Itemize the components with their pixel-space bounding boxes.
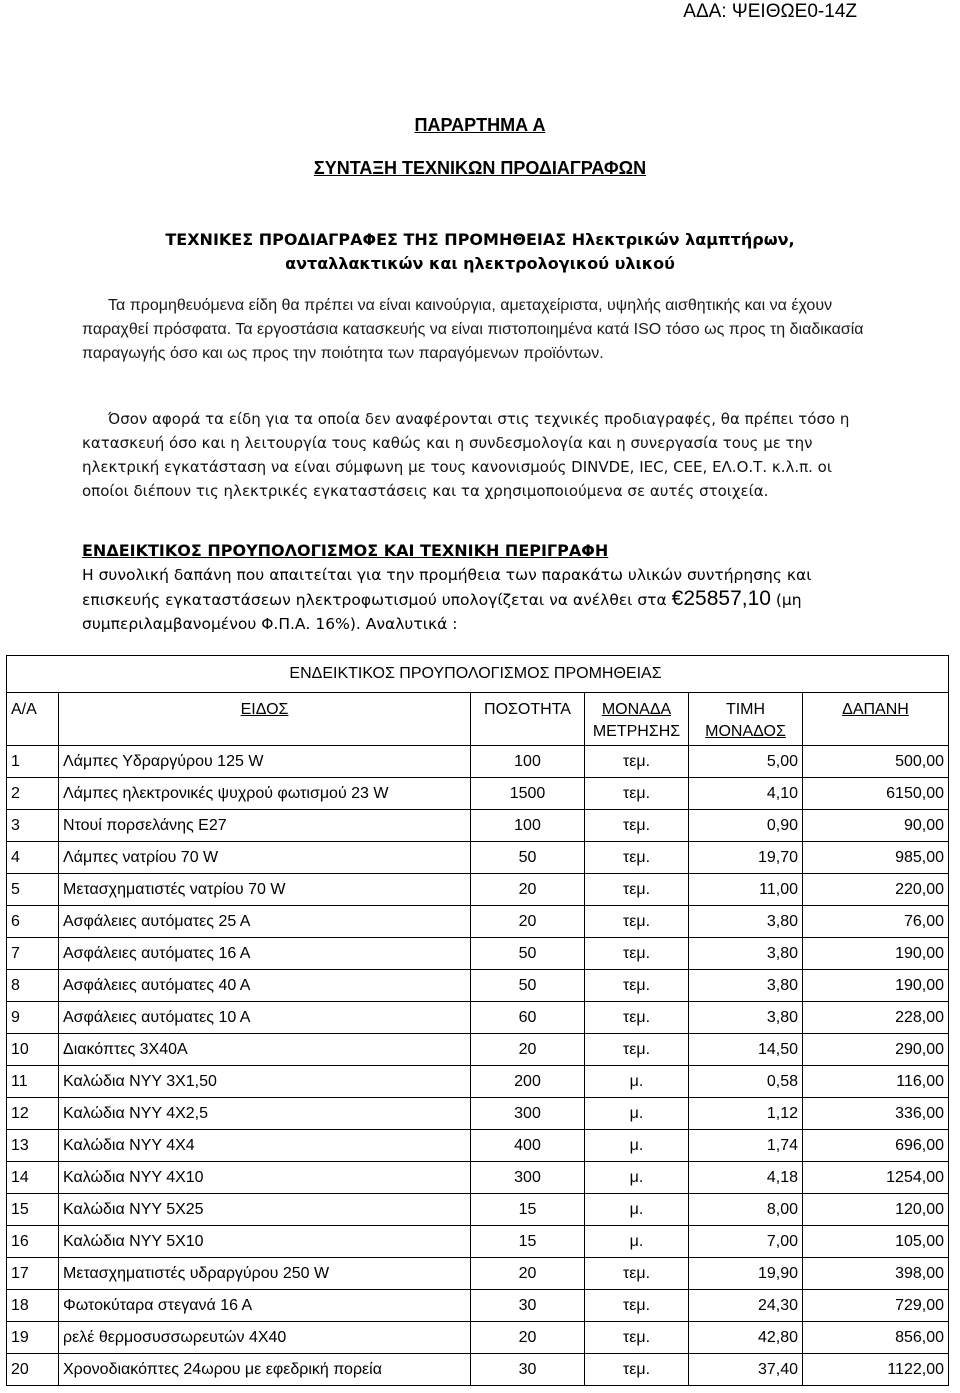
- row-number: 7: [7, 938, 59, 970]
- table-row: [7, 1034, 949, 1066]
- row-quantity: 300: [471, 1098, 585, 1130]
- budget-table: [6, 655, 949, 1386]
- row-number: 18: [7, 1290, 59, 1322]
- row-unit: τεμ.: [585, 778, 689, 810]
- paragraph-requirements: Τα προμηθευόμενα είδη θα πρέπει να είναι καινούργια, αμεταχείριστα, υψηλής αισθητικής και να έχουν παραχθεί πρόσφατα. Τα εργοστάσια κατασκευής να είναι πιστοποιημένα κατά ISO τόσο ως προς τη διαδικασία παραγωγής όσο και ως προς την ποιότητα των παραγόμενων προϊόντων.: [82, 297, 864, 362]
- row-number: 10: [7, 1034, 59, 1066]
- row-unit-price: 3,80: [689, 906, 803, 938]
- row-unit-price: 1,12: [689, 1098, 803, 1130]
- table-row: [7, 1066, 949, 1098]
- row-unit: τεμ.: [585, 1002, 689, 1034]
- row-item: Λάμπες νατρίου 70 W: [59, 842, 471, 874]
- row-unit-price: 19,70: [689, 842, 803, 874]
- table-row: [7, 1130, 949, 1162]
- row-unit-price: 19,90: [689, 1258, 803, 1290]
- row-cost: 1254,00: [803, 1162, 949, 1194]
- row-unit: τεμ.: [585, 746, 689, 778]
- col-header-aa: Α/Α: [7, 693, 59, 746]
- row-number: 1: [7, 746, 59, 778]
- row-quantity: 30: [471, 1290, 585, 1322]
- row-cost: 398,00: [803, 1258, 949, 1290]
- row-item: Μετασχηματιστές υδραργύρου 250 W: [59, 1258, 471, 1290]
- section-heading: [0, 228, 960, 276]
- row-number: 19: [7, 1322, 59, 1354]
- row-unit: μ.: [585, 1130, 689, 1162]
- row-unit: μ.: [585, 1066, 689, 1098]
- budget-text: [82, 563, 882, 636]
- table-row: [7, 1194, 949, 1226]
- table-row: [7, 1226, 949, 1258]
- row-unit: τεμ.: [585, 1354, 689, 1386]
- table-row: [7, 1098, 949, 1130]
- section-heading-line1: ΤΕΧΝΙΚΕΣ ΠΡΟΔΙΑΓΡΑΦΕΣ ΤΗΣ ΠΡΟΜΗΘΕΙΑΣ Ηλεκτρικών λαμπτήρων,: [165, 230, 795, 249]
- col-header-price: ΤΙΜΗ ΜΟΝΑΔΟΣ: [689, 693, 803, 746]
- annex-title: ΠΑΡΑΡΤΗΜΑ Α: [414, 115, 546, 135]
- row-number: 14: [7, 1162, 59, 1194]
- row-cost: 729,00: [803, 1290, 949, 1322]
- row-unit: τεμ.: [585, 938, 689, 970]
- row-unit: μ.: [585, 1194, 689, 1226]
- row-number: 16: [7, 1226, 59, 1258]
- row-cost: 985,00: [803, 842, 949, 874]
- row-unit-price: 5,00: [689, 746, 803, 778]
- row-cost: 290,00: [803, 1034, 949, 1066]
- row-unit-price: 1,74: [689, 1130, 803, 1162]
- row-unit: τεμ.: [585, 1322, 689, 1354]
- budget-heading: ΕΝΔΕΙΚΤΙΚΟΣ ΠΡΟΥΠΟΛΟΓΙΣΜΟΣ ΚΑΙ ΤΕΧΝΙΚΗ ΠΕΡΙΓΡΑΦΗ: [82, 541, 609, 560]
- row-number: 2: [7, 778, 59, 810]
- row-cost: 228,00: [803, 1002, 949, 1034]
- budget-amount: €25857,10: [671, 587, 771, 610]
- row-quantity: 20: [471, 1258, 585, 1290]
- row-number: 3: [7, 810, 59, 842]
- paragraph-standards: Όσον αφορά τα είδη για τα οποία δεν αναφέρονται στις τεχνικές προδιαγραφές, θα πρέπει τόσο η κατασκευή όσο και η λειτουργία τους καθώς και η συνδεσμολογία και η συνεργασία τους με την ηλεκτρική εγκατάσταση να είναι σύμφωνη με τους κανονισμούς DINVDE, IEC, CEE, ΕΛ.Ο.Τ. κ.λ.π. οι οποίοι διέπουν τις ηλεκτρικές εγκαταστάσεις και τα χρησιμοποιούμενα σε αυτές στοιχεία.: [82, 410, 850, 500]
- row-unit: τεμ.: [585, 906, 689, 938]
- table-row: [7, 938, 949, 970]
- col-header-cost: ΔΑΠΑΝΗ: [803, 693, 949, 746]
- row-quantity: 200: [471, 1066, 585, 1098]
- row-number: 12: [7, 1098, 59, 1130]
- row-unit-price: 7,00: [689, 1226, 803, 1258]
- row-quantity: 20: [471, 874, 585, 906]
- row-item: Ασφάλειες αυτόματες 16 Α: [59, 938, 471, 970]
- row-unit-price: 8,00: [689, 1194, 803, 1226]
- row-number: 11: [7, 1066, 59, 1098]
- row-unit: τεμ.: [585, 874, 689, 906]
- row-unit-price: 37,40: [689, 1354, 803, 1386]
- row-number: 20: [7, 1354, 59, 1386]
- row-item: Λάμπες ηλεκτρονικές ψυχρού φωτισμού 23 W: [59, 778, 471, 810]
- row-item: Ντουί πορσελάνης Ε27: [59, 810, 471, 842]
- table-body: [7, 746, 949, 1386]
- row-unit: τεμ.: [585, 842, 689, 874]
- row-quantity: 100: [471, 810, 585, 842]
- row-item: Ασφάλειες αυτόματες 40 Α: [59, 970, 471, 1002]
- table-row: [7, 1354, 949, 1386]
- row-unit: τεμ.: [585, 1258, 689, 1290]
- row-cost: 190,00: [803, 970, 949, 1002]
- row-quantity: 400: [471, 1130, 585, 1162]
- table-row: [7, 810, 949, 842]
- row-item: Ασφάλειες αυτόματες 10 Α: [59, 1002, 471, 1034]
- row-number: 15: [7, 1194, 59, 1226]
- row-number: 6: [7, 906, 59, 938]
- row-quantity: 60: [471, 1002, 585, 1034]
- row-unit: μ.: [585, 1226, 689, 1258]
- row-number: 4: [7, 842, 59, 874]
- row-unit: τεμ.: [585, 810, 689, 842]
- table-row: [7, 1002, 949, 1034]
- row-cost: 6150,00: [803, 778, 949, 810]
- col-header-qty: ΠΟΣΟΤΗΤΑ: [471, 693, 585, 746]
- row-quantity: 20: [471, 1322, 585, 1354]
- row-unit-price: 14,50: [689, 1034, 803, 1066]
- row-item: ρελέ θερμοσυσσωρευτών 4Χ40: [59, 1322, 471, 1354]
- row-unit-price: 3,80: [689, 970, 803, 1002]
- row-cost: 500,00: [803, 746, 949, 778]
- row-cost: 90,00: [803, 810, 949, 842]
- row-unit-price: 42,80: [689, 1322, 803, 1354]
- row-unit-price: 0,58: [689, 1066, 803, 1098]
- row-quantity: 20: [471, 1034, 585, 1066]
- row-item: Διακόπτες 3Χ40Α: [59, 1034, 471, 1066]
- row-cost: 190,00: [803, 938, 949, 970]
- col-header-unit: ΜΟΝΑΔΑ ΜΕΤΡΗΣΗΣ: [585, 693, 689, 746]
- row-quantity: 20: [471, 906, 585, 938]
- row-cost: 116,00: [803, 1066, 949, 1098]
- document-ada-code: ΑΔΑ: ΨΕΙΘΩΕ0-14Ζ: [683, 1, 857, 22]
- row-quantity: 50: [471, 938, 585, 970]
- table-caption: ΕΝΔΕΙΚΤΙΚΟΣ ΠΡΟΥΠΟΛΟΓΙΣΜΟΣ ΠΡΟΜΗΘΕΙΑΣ: [7, 656, 949, 693]
- row-unit-price: 0,90: [689, 810, 803, 842]
- table-row: [7, 1258, 949, 1290]
- row-number: 13: [7, 1130, 59, 1162]
- table-row: [7, 970, 949, 1002]
- row-unit-price: 3,80: [689, 1002, 803, 1034]
- row-number: 8: [7, 970, 59, 1002]
- table-row: [7, 778, 949, 810]
- row-quantity: 300: [471, 1162, 585, 1194]
- row-cost: 220,00: [803, 874, 949, 906]
- row-item: Καλώδια ΝΥΥ 4Χ4: [59, 1130, 471, 1162]
- row-item: Μετασχηματιστές νατρίου 70 W: [59, 874, 471, 906]
- row-unit-price: 24,30: [689, 1290, 803, 1322]
- budget-text-before: Η συνολική δαπάνη που απαιτείται για την προμήθεια των παρακάτω υλικών συντήρησης και επισκευής εγκαταστάσεων ηλεκτροφωτισμού υπολογίζεται να ανέλθει στα: [82, 566, 812, 609]
- spec-title: ΣΥΝΤΑΞΗ ΤΕΧΝΙΚΩΝ ΠΡΟΔΙΑΓΡΑΦΩΝ: [313, 158, 647, 178]
- row-unit-price: 3,80: [689, 938, 803, 970]
- row-cost: 105,00: [803, 1226, 949, 1258]
- row-item: Χρονοδιακόπτες 24ωρου με εφεδρική πορεία: [59, 1354, 471, 1386]
- row-item: Καλώδια ΝΥΥ 5Χ10: [59, 1226, 471, 1258]
- row-quantity: 50: [471, 842, 585, 874]
- row-item: Φωτοκύταρα στεγανά 16 Α: [59, 1290, 471, 1322]
- row-item: Λάμπες Υδραργύρου 125 W: [59, 746, 471, 778]
- row-quantity: 15: [471, 1194, 585, 1226]
- row-cost: 696,00: [803, 1130, 949, 1162]
- table-row: [7, 1290, 949, 1322]
- table-row: [7, 1162, 949, 1194]
- row-cost: 76,00: [803, 906, 949, 938]
- row-unit-price: 4,18: [689, 1162, 803, 1194]
- table-row: [7, 906, 949, 938]
- row-item: Καλώδια ΝΥΥ 4Χ2,5: [59, 1098, 471, 1130]
- table-row: [7, 1322, 949, 1354]
- row-cost: 336,00: [803, 1098, 949, 1130]
- row-quantity: 30: [471, 1354, 585, 1386]
- table-row: [7, 746, 949, 778]
- budget-text-after: (μη συμπεριλαμβανομένου Φ.Π.Α. 16%). Αναλυτικά :: [82, 591, 802, 633]
- col-header-item: ΕΙΔΟΣ: [59, 693, 471, 746]
- row-number: 17: [7, 1258, 59, 1290]
- row-unit-price: 11,00: [689, 874, 803, 906]
- table-row: [7, 874, 949, 906]
- row-unit: μ.: [585, 1098, 689, 1130]
- row-quantity: 1500: [471, 778, 585, 810]
- row-item: Καλώδια ΝΥΥ 3Χ1,50: [59, 1066, 471, 1098]
- row-number: 5: [7, 874, 59, 906]
- row-item: Ασφάλειες αυτόματες 25 Α: [59, 906, 471, 938]
- row-quantity: 15: [471, 1226, 585, 1258]
- table-header-row: [7, 693, 949, 746]
- row-quantity: 50: [471, 970, 585, 1002]
- row-unit: τεμ.: [585, 970, 689, 1002]
- row-unit: τεμ.: [585, 1290, 689, 1322]
- row-cost: 120,00: [803, 1194, 949, 1226]
- row-item: Καλώδια ΝΥΥ 4Χ10: [59, 1162, 471, 1194]
- row-item: Καλώδια ΝΥΥ 5Χ25: [59, 1194, 471, 1226]
- row-cost: 1122,00: [803, 1354, 949, 1386]
- row-cost: 856,00: [803, 1322, 949, 1354]
- row-quantity: 100: [471, 746, 585, 778]
- row-unit: μ.: [585, 1162, 689, 1194]
- row-number: 9: [7, 1002, 59, 1034]
- section-heading-line2: ανταλλακτικών και ηλεκτρολογικού υλικού: [285, 254, 675, 273]
- table-row: [7, 842, 949, 874]
- row-unit: τεμ.: [585, 1034, 689, 1066]
- row-unit-price: 4,10: [689, 778, 803, 810]
